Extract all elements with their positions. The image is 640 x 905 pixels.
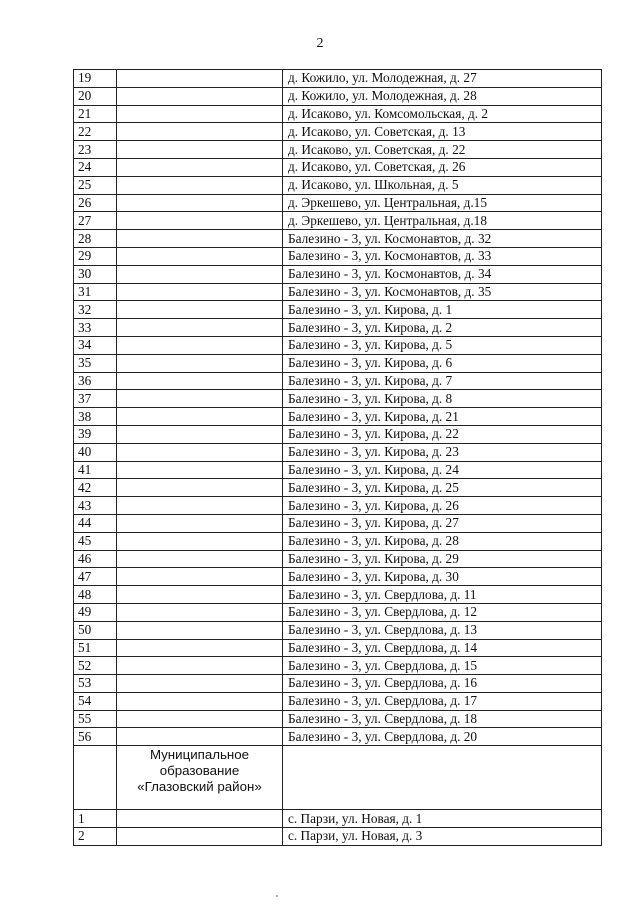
table-row xyxy=(74,87,602,105)
row-address: д. Эркешево, ул. Центральная, д.18 xyxy=(283,212,602,230)
row-address: Балезино - 3, ул. Кирова, д. 22 xyxy=(283,425,602,443)
row-number: 31 xyxy=(74,283,117,301)
table-row xyxy=(74,141,602,159)
row-municipality-cell xyxy=(117,265,283,283)
row-number: 22 xyxy=(74,123,117,141)
row-address: Балезино - 3, ул. Свердлова, д. 18 xyxy=(283,710,602,728)
table-body-section xyxy=(74,746,602,810)
table-body-bottom xyxy=(74,810,602,846)
row-municipality-cell xyxy=(117,158,283,176)
row-address: Балезино - 3, ул. Кирова, д. 8 xyxy=(283,390,602,408)
row-number: 40 xyxy=(74,443,117,461)
row-number: 29 xyxy=(74,247,117,265)
table-row xyxy=(74,443,602,461)
table-row xyxy=(74,354,602,372)
section-name-line-3: «Глазовский район» xyxy=(137,779,262,795)
table-row xyxy=(74,372,602,390)
row-address: д. Кожило, ул. Молодежная, д. 28 xyxy=(283,87,602,105)
row-address: Балезино - 3, ул. Свердлова, д. 20 xyxy=(283,728,602,746)
table-row xyxy=(74,461,602,479)
row-number: 41 xyxy=(74,461,117,479)
table-row xyxy=(74,710,602,728)
row-address: Балезино - 3, ул. Кирова, д. 1 xyxy=(283,301,602,319)
row-number: 56 xyxy=(74,728,117,746)
row-address: Балезино - 3, ул. Кирова, д. 28 xyxy=(283,532,602,550)
table-row xyxy=(74,105,602,123)
table-row xyxy=(74,336,602,354)
table-row xyxy=(74,586,602,604)
row-address: Балезино - 3, ул. Кирова, д. 21 xyxy=(283,408,602,426)
table-row xyxy=(74,728,602,746)
row-municipality-cell xyxy=(117,443,283,461)
row-municipality-cell xyxy=(117,692,283,710)
row-municipality-cell xyxy=(117,336,283,354)
table-row xyxy=(74,70,602,88)
row-municipality-cell xyxy=(117,319,283,337)
row-address: Балезино - 3, ул. Кирова, д. 26 xyxy=(283,497,602,515)
row-number: 35 xyxy=(74,354,117,372)
table-row xyxy=(74,301,602,319)
row-number: 38 xyxy=(74,408,117,426)
row-number: 55 xyxy=(74,710,117,728)
table-row xyxy=(74,247,602,265)
row-address: Балезино - 3, ул. Свердлова, д. 15 xyxy=(283,657,602,675)
row-municipality-cell xyxy=(117,586,283,604)
row-number: 33 xyxy=(74,319,117,337)
row-number: 53 xyxy=(74,675,117,693)
row-municipality-cell xyxy=(117,194,283,212)
row-municipality-cell xyxy=(117,675,283,693)
row-municipality-cell xyxy=(117,283,283,301)
row-address: Балезино - 3, ул. Кирова, д. 6 xyxy=(283,354,602,372)
table-row xyxy=(74,603,602,621)
row-municipality-cell xyxy=(117,657,283,675)
row-number: 24 xyxy=(74,158,117,176)
row-municipality-cell xyxy=(117,728,283,746)
section-name-cell xyxy=(117,746,283,810)
row-number: 49 xyxy=(74,603,117,621)
row-number: 46 xyxy=(74,550,117,568)
section-address-cell xyxy=(283,746,602,810)
address-table xyxy=(73,69,602,846)
row-address: Балезино - 3, ул. Космонавтов, д. 34 xyxy=(283,265,602,283)
row-address: Балезино - 3, ул. Свердлова, д. 13 xyxy=(283,621,602,639)
table-row xyxy=(74,828,602,846)
row-number: 25 xyxy=(74,176,117,194)
row-number: 47 xyxy=(74,568,117,586)
row-municipality-cell xyxy=(117,301,283,319)
row-number: 28 xyxy=(74,230,117,248)
row-number: 30 xyxy=(74,265,117,283)
table-row xyxy=(74,657,602,675)
page-number: 2 xyxy=(316,36,324,51)
row-address: Балезино - 3, ул. Кирова, д. 23 xyxy=(283,443,602,461)
row-municipality-cell xyxy=(117,212,283,230)
row-municipality-cell xyxy=(117,105,283,123)
row-number: 1 xyxy=(74,810,117,828)
row-number: 54 xyxy=(74,692,117,710)
row-address: с. Парзи, ул. Новая, д. 1 xyxy=(283,810,602,828)
table-row xyxy=(74,532,602,550)
row-municipality-cell xyxy=(117,354,283,372)
section-name-line-2: образование xyxy=(159,763,240,779)
table-row xyxy=(74,568,602,586)
table-body-top xyxy=(74,70,602,746)
table-row xyxy=(74,408,602,426)
row-number: 32 xyxy=(74,301,117,319)
row-address: Балезино - 3, ул. Свердлова, д. 17 xyxy=(283,692,602,710)
row-municipality-cell xyxy=(117,603,283,621)
row-municipality-cell xyxy=(117,568,283,586)
row-address: Балезино - 3, ул. Кирова, д. 5 xyxy=(283,336,602,354)
row-number: 2 xyxy=(74,828,117,846)
row-number: 36 xyxy=(74,372,117,390)
row-municipality-cell xyxy=(117,479,283,497)
row-municipality-cell xyxy=(117,87,283,105)
row-address: Балезино - 3, ул. Свердлова, д. 14 xyxy=(283,639,602,657)
row-municipality-cell xyxy=(117,497,283,515)
row-address: Балезино - 3, ул. Кирова, д. 29 xyxy=(283,550,602,568)
table-row xyxy=(74,176,602,194)
table-row xyxy=(74,550,602,568)
table-row xyxy=(74,675,602,693)
row-number: 48 xyxy=(74,586,117,604)
row-municipality-cell xyxy=(117,70,283,88)
table-row xyxy=(74,212,602,230)
table-row xyxy=(74,230,602,248)
row-number: 50 xyxy=(74,621,117,639)
row-municipality-cell xyxy=(117,532,283,550)
row-number: 34 xyxy=(74,336,117,354)
row-number: 42 xyxy=(74,479,117,497)
table-row xyxy=(74,194,602,212)
table-row xyxy=(74,123,602,141)
row-address: д. Исаково, ул. Школьная, д. 5 xyxy=(283,176,602,194)
row-number: 26 xyxy=(74,194,117,212)
table-row xyxy=(74,425,602,443)
row-municipality-cell xyxy=(117,230,283,248)
row-number: 52 xyxy=(74,657,117,675)
row-municipality-cell xyxy=(117,390,283,408)
section-name-line-1: Муниципальное xyxy=(149,747,250,763)
row-number: 37 xyxy=(74,390,117,408)
table-row xyxy=(74,810,602,828)
row-municipality-cell xyxy=(117,141,283,159)
row-address: Балезино - 3, ул. Кирова, д. 27 xyxy=(283,514,602,532)
row-number: 43 xyxy=(74,497,117,515)
row-address: Балезино - 3, ул. Кирова, д. 24 xyxy=(283,461,602,479)
row-address: Балезино - 3, ул. Свердлова, д. 12 xyxy=(283,603,602,621)
row-address: Балезино - 3, ул. Кирова, д. 25 xyxy=(283,479,602,497)
row-municipality-cell xyxy=(117,828,283,846)
table-row xyxy=(74,390,602,408)
row-number: 20 xyxy=(74,87,117,105)
row-municipality-cell xyxy=(117,123,283,141)
row-municipality-cell xyxy=(117,425,283,443)
row-municipality-cell xyxy=(117,621,283,639)
row-address: Балезино - 3, ул. Кирова, д. 7 xyxy=(283,372,602,390)
row-municipality-cell xyxy=(117,408,283,426)
row-address: Балезино - 3, ул. Кирова, д. 30 xyxy=(283,568,602,586)
row-number: 27 xyxy=(74,212,117,230)
row-address: Балезино - 3, ул. Космонавтов, д. 35 xyxy=(283,283,602,301)
section-num-cell xyxy=(74,746,117,810)
row-number: 21 xyxy=(74,105,117,123)
row-municipality-cell xyxy=(117,247,283,265)
row-address: с. Парзи, ул. Новая, д. 3 xyxy=(283,828,602,846)
row-address: Балезино - 3, ул. Свердлова, д. 11 xyxy=(283,586,602,604)
row-address: д. Исаково, ул. Комсомольская, д. 2 xyxy=(283,105,602,123)
row-number: 44 xyxy=(74,514,117,532)
table-row xyxy=(74,158,602,176)
row-address: Балезино - 3, ул. Свердлова, д. 16 xyxy=(283,675,602,693)
row-number: 19 xyxy=(74,70,117,88)
row-municipality-cell xyxy=(117,639,283,657)
row-address: д. Кожило, ул. Молодежная, д. 27 xyxy=(283,70,602,88)
row-number: 39 xyxy=(74,425,117,443)
table-row xyxy=(74,692,602,710)
row-address: Балезино - 3, ул. Космонавтов, д. 32 xyxy=(283,230,602,248)
table-row xyxy=(74,639,602,657)
table-row xyxy=(74,479,602,497)
table-row xyxy=(74,283,602,301)
row-number: 51 xyxy=(74,639,117,657)
row-number: 45 xyxy=(74,532,117,550)
row-municipality-cell xyxy=(117,710,283,728)
row-address: д. Исаково, ул. Советская, д. 13 xyxy=(283,123,602,141)
section-header-row xyxy=(74,746,602,810)
scan-speck xyxy=(276,895,278,897)
table-row xyxy=(74,621,602,639)
row-address: Балезино - 3, ул. Космонавтов, д. 33 xyxy=(283,247,602,265)
row-municipality-cell xyxy=(117,514,283,532)
row-address: д. Исаково, ул. Советская, д. 26 xyxy=(283,158,602,176)
row-municipality-cell xyxy=(117,372,283,390)
table-row xyxy=(74,265,602,283)
row-number: 23 xyxy=(74,141,117,159)
row-address: Балезино - 3, ул. Кирова, д. 2 xyxy=(283,319,602,337)
row-municipality-cell xyxy=(117,461,283,479)
table-row xyxy=(74,319,602,337)
table-row xyxy=(74,514,602,532)
table-row xyxy=(74,497,602,515)
row-address: д. Исаково, ул. Советская, д. 22 xyxy=(283,141,602,159)
row-municipality-cell xyxy=(117,810,283,828)
row-address: д. Эркешево, ул. Центральная, д.15 xyxy=(283,194,602,212)
row-municipality-cell xyxy=(117,176,283,194)
row-municipality-cell xyxy=(117,550,283,568)
